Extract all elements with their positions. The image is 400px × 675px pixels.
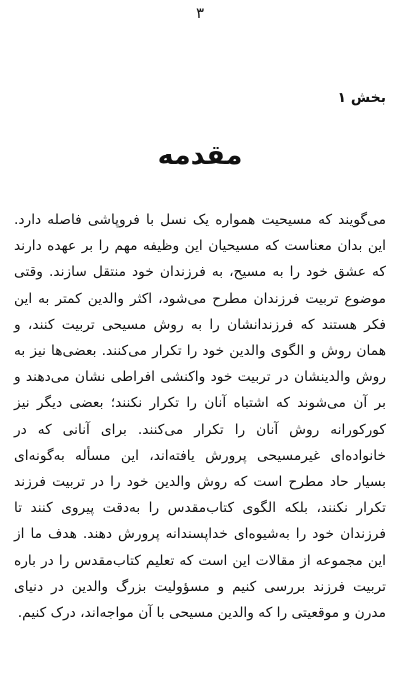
page-number: ٣ (195, 4, 205, 22)
chapter-title: مقدمه (157, 140, 243, 171)
body-paragraph: می‌گویند که مسیحیت همواره یک نسل با فروپاشی فاصله دارد. این بدان معناست که مسیحیان این وظیفه مهم را بر عهده دارند که عشق خود را به مسیح، به فرزندان خود منتقل سازند. وقتی موضوع تربیت فرزندان مطرح می‌شود، اکثر والدین کمتر به این فکر هستند که فرزندانشان را به روش مسیحی تربیت کنند، و همان روش و الگوی والدین خود را تکرار می‌کنند. بعضی‌ها نیز به روش والدینشان در تربیت خود واکنشی افراطی نشان می‌دهند و بر آن می‌شوند که اشتباه آنان را تکرار نکنند؛ بعضی دیگر نیز کورکورانه روش آنان را تکرار می‌کنند. برای آنانی که در خانواده‌ای غیرمسیحی پرورش یافته‌اند، این مسأله به‌گونه‌ای بسیار حاد مطرح است که روش والدین خود را در تربیت فرزند تکرار نکنند، بلکه الگوی کتاب‌مقدس را به‌دقت پیروی کنند تا فرزندان خود را به‌شیوه‌ای خداپسندانه پرورش دهند. هدف ما از این مجموعه از مقالات این است که تعلیم کتاب‌مقدس را در باره تربیت فرزند بررسی کنیم و مسؤولیت بزرگ والدین در دنیای مدرن و موقعیتی را که والدین مسیحی با آن مواجه‌اند، درک کنیم. (14, 212, 386, 622)
section-label: بخش ١ (337, 90, 386, 106)
